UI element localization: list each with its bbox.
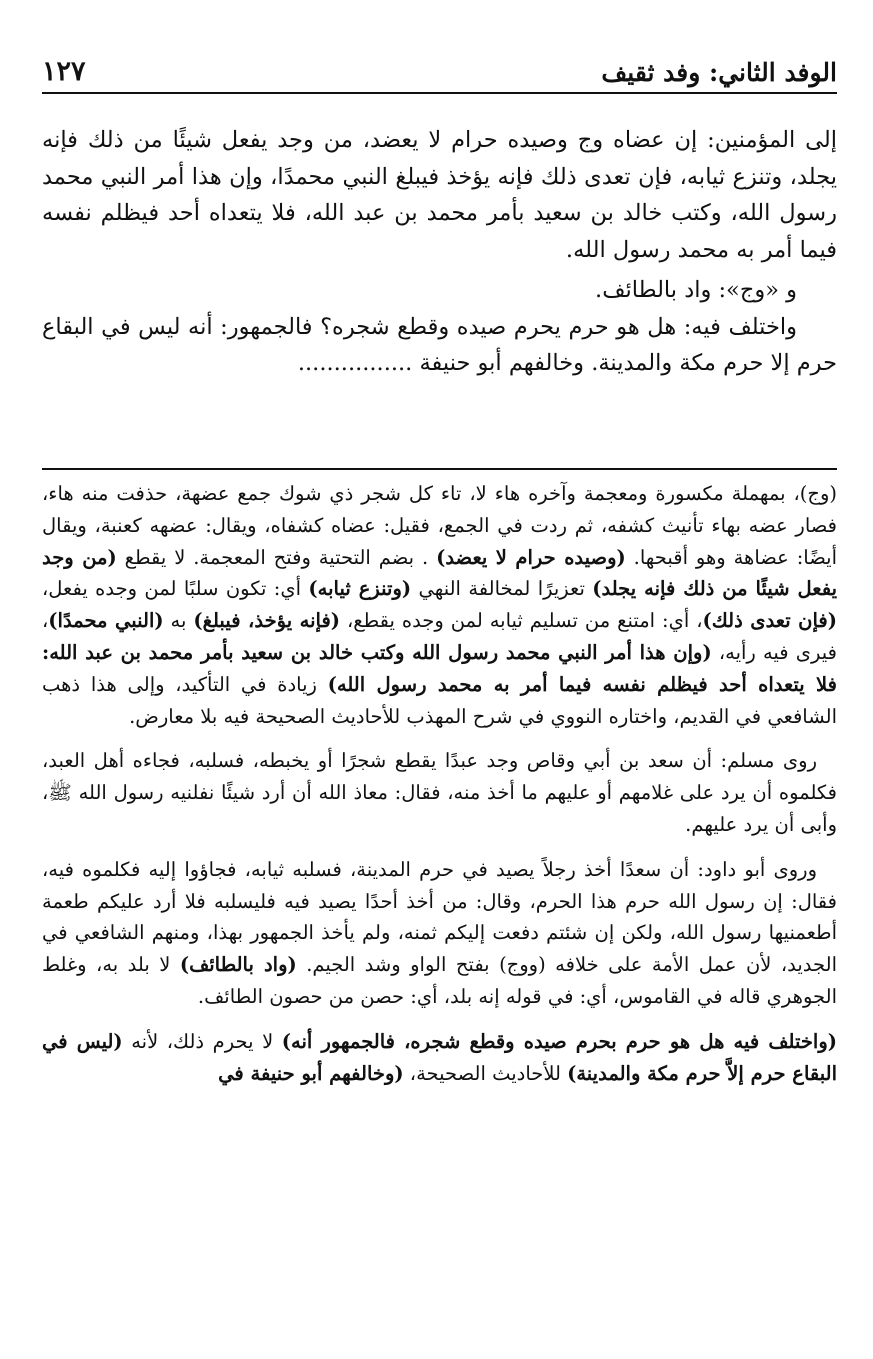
commentary-text: به: [163, 609, 194, 633]
commentary: [42, 478, 837, 1089]
quoted-phrase: (وتنزع ثيابه): [308, 577, 412, 601]
main-paragraph: و «وج»: واد بالطائف.: [595, 277, 797, 303]
quoted-phrase: (من وجد يفعل شيئًا من ذلك فإنه يجلد): [42, 545, 837, 601]
quoted-phrase: (فإن تعدى ذلك): [702, 609, 837, 633]
page-number: ١٢٧: [42, 56, 86, 87]
main-text: [42, 122, 837, 382]
commentary-text: لا يحرم ذلك، لأنه: [122, 1029, 282, 1053]
footnote-separator: [42, 468, 837, 470]
main-paragraph: واختلف فيه: هل هو حرم يحرم صيده وقطع شجره؟ فالجمهور: أنه ليس في البقاع حرم إلا حرم مكة والمدينة. وخالفهم أبو حنيفة ................: [42, 313, 837, 376]
commentary-text: وروى أبو داود: أن سعدًا أخذ رجلاً يصيد في حرم المدينة، فسلبه ثيابه، فجاؤوا إليه فكلموه فيه، فقال: إن رسول الله حرم هذا الحرم، وقال: من أخذ أحدًا يصيد فيه فليسلبه فلا أرد عليكم طعمة أطعمنيها رسول الله، ولكن إن شئتم دفعت إليكم ثمنه، ولم يأخذ الجمهور بهذا، ومنهم الشافعي في الجديد، لأن عمل الأمة على خلافه (ووج) بفتح الواو وشد الجيم.: [42, 857, 837, 977]
commentary-text: لا بلد به، وغلط الجوهري قاله في القاموس، أي: في قوله إنه بلد، أي: حصن من حصون الطائف.: [42, 953, 837, 1008]
quoted-phrase: (النبي محمدًا): [48, 609, 164, 633]
commentary-paragraph: [42, 1026, 837, 1090]
main-paragraph: إلى المؤمنين: إن عضاه وج وصيده حرام لا يعضد، من وجد يفعل شيئًا من ذلك فإنه يجلد، وتنزع ثيابه، فإن تعدى ذلك فإنه يؤخذ فيبلغ النبي محمدًا، وإن هذا أمر النبي محمد رسول الله، وكتب خالد بن سعيد بأمر محمد بن عبد الله، فلا يتعداه أحد فيظلم نفسه فيما أمر به محمد رسول الله.: [42, 127, 837, 263]
quoted-phrase: (وإن هذا أمر النبي محمد رسول الله وكتب خالد بن سعيد بأمر محمد بن عبد الله: فلا يتعداه أحد فيظلم نفسه فيما أمر به محمد رسول الله): [42, 640, 837, 696]
commentary-paragraph: [42, 478, 837, 732]
commentary-text: أي: تكون سلبًا لمن وجده يفعل،: [42, 577, 309, 601]
commentary-text: (وج)، بمهملة مكسورة ومعجمة وآخره هاء لا، تاء كل شجر ذي شوك جمع عضهة، حذفت منه هاء، فصار عضه بهاء تأنيث كشفه، ثم ردت في الجمع، فقيل: عضاه كشفاه، ويقال: عضهه كعنبة، ويقال أيضًا: عضاهة وهو أقبحها.: [42, 482, 837, 569]
chapter-title: الوفد الثاني: وفد ثقيف: [601, 58, 837, 87]
quoted-phrase: (واختلف فيه هل هو حرم بحرم صيده وقطع شجره، فالجمهور أنه): [281, 1029, 837, 1053]
commentary-text: للأحاديث الصحيحة،: [403, 1061, 568, 1085]
quoted-phrase: (وصيده حرام لا يعضد): [436, 545, 626, 569]
commentary-text: تعزيرًا لمخالفة النهي: [411, 577, 593, 601]
quoted-phrase: (وخالفهم أبو حنيفة في: [218, 1061, 404, 1085]
commentary-text: زيادة في التأكيد، وإلى هذا ذهب الشافعي في القديم، واختاره النووي في شرح المهذب للأحاديث الصحيحة فيه بلا معارض.: [42, 672, 837, 728]
quoted-phrase: (ليس في البقاع حرم إلاَّ حرم مكة والمدينة): [42, 1029, 837, 1085]
page-header: [42, 52, 837, 94]
commentary-text: ، فيرى فيه رأيه،: [42, 609, 837, 664]
commentary-paragraph: روى مسلم: أن سعد بن أبي وقاص وجد عبدًا يقطع شجرًا أو يخبطه، فسلبه، فجاءه أهل العبد، فكلموه أن يرد على غلامهم أو عليهم ما أخذ منه، فقال: معاذ الله أن أرد شيئًا نفلنيه رسول الله ﷺ، وأبى أن يرد عليهم.: [42, 749, 837, 836]
commentary-text: . بضم التحتية وفتح المعجمة. لا يقطع: [116, 545, 437, 569]
quoted-phrase: (فإنه يؤخذ، فيبلغ): [193, 609, 341, 633]
commentary-paragraph: [42, 854, 837, 1013]
commentary-text: ، أي: امتنع من تسليم ثيابه لمن وجده يقطع،: [340, 609, 703, 633]
quoted-phrase: (واد بالطائف): [179, 953, 297, 977]
book-page: [42, 0, 837, 1359]
